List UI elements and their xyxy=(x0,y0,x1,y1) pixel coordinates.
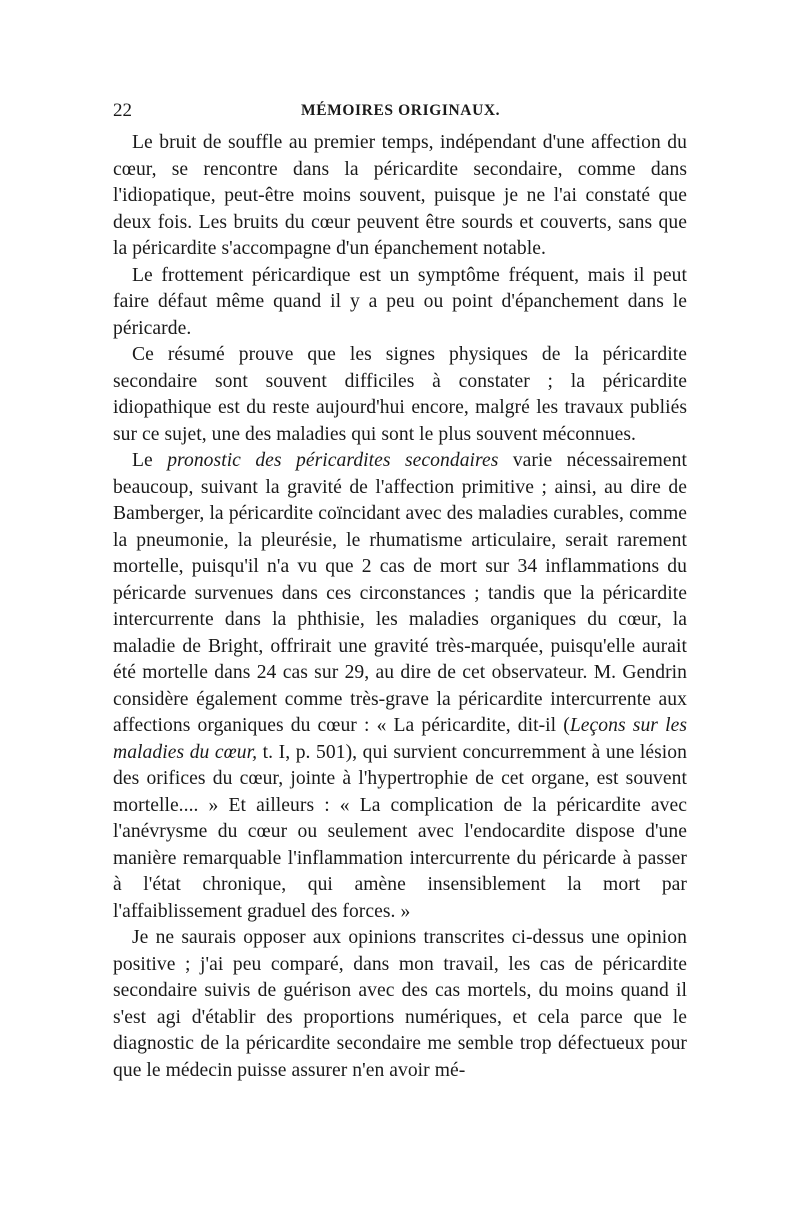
italic-phrase-pronostic: pronostic des péricardites secondaires xyxy=(167,450,499,471)
page-header xyxy=(113,92,687,128)
page-number: 22 xyxy=(113,100,132,121)
paragraph-4-start: Le xyxy=(132,450,168,471)
book-page xyxy=(113,92,687,1084)
paragraph-4-end: t. I, p. 501), qui survient concurremment à une lésion des orifices du cœur, jointe à l'hypertrophie de cet organe, est souvent mortelle.... » Et ailleurs : « La complication de la péricardite avec l'anévrysme du cœur ou seulement avec l'endocardite dispose d'une manière remarquable l'inflammation intercurrente du péricarde à passer à l'état chronique, qui amène insensiblement la mort par l'affaiblissement graduel des forces. » xyxy=(113,741,687,922)
paragraph-3: Ce résumé prouve que les signes physiques de la péricardite secondaire sont souvent difficiles à constater ; la péricardite idiopathique est du reste aujourd'hui encore, malgré les travaux publiés sur ce sujet, une des maladies qui sont le plus souvent méconnues. xyxy=(113,344,687,445)
body-text xyxy=(113,130,687,1084)
running-title: MÉMOIRES ORIGINAUX. xyxy=(301,102,501,119)
paragraph-4-middle: varie nécessairement beaucoup, suivant la gravité de l'affection primitive ; ainsi, au dire de Bamberger, la péricardite coïncidant avec des maladies curables, comme la pneumonie, la pleurésie, le rhumatisme articulaire, serait rarement mortelle, puisqu'il n'a vu que 2 cas de mort sur 34 inflammations du péricarde survenues dans ces circonstances ; tandis que la péricardite intercurrente dans la phthisie, les maladies organiques du cœur, la maladie de Bright, offrirait une gravité très-marquée, puisqu'elle aurait été mortelle dans 24 cas sur 29, au dire de cet observateur. M. Gendrin considère également comme très-grave la péricardite intercurrente aux affections organiques du cœur : « La péricardite, dit-il ( xyxy=(113,450,688,736)
paragraph-5: Je ne saurais opposer aux opinions transcrites ci-dessus une opinion positive ; j'ai peu comparé, dans mon travail, les cas de péricardite secondaire suivis de guérison avec des cas mortels, du moins quand il s'est agi d'établir des proportions numériques, et cela parce que le diagnostic de la péricardite secondaire me semble trop défectueux pour que le médecin puisse assurer n'en avoir mé- xyxy=(113,927,687,1081)
paragraph-4 xyxy=(113,448,687,925)
italic-citation-title: Leçons sur les maladies du cœur, xyxy=(113,715,687,763)
paragraph-2: Le frottement péricardique est un symptôme fréquent, mais il peut faire défaut même quand il y a peu ou point d'épanchement dans le péricarde. xyxy=(113,264,687,339)
paragraph-1: Le bruit de souffle au premier temps, indépendant d'une affection du cœur, se rencontre dans la péricardite secondaire, comme dans l'idiopatique, peut-être moins souvent, puisque je ne l'ai constaté que deux fois. Les bruits du cœur peuvent être sourds et couverts, sans que la péricardite s'accompagne d'un épanchement notable. xyxy=(113,132,687,259)
